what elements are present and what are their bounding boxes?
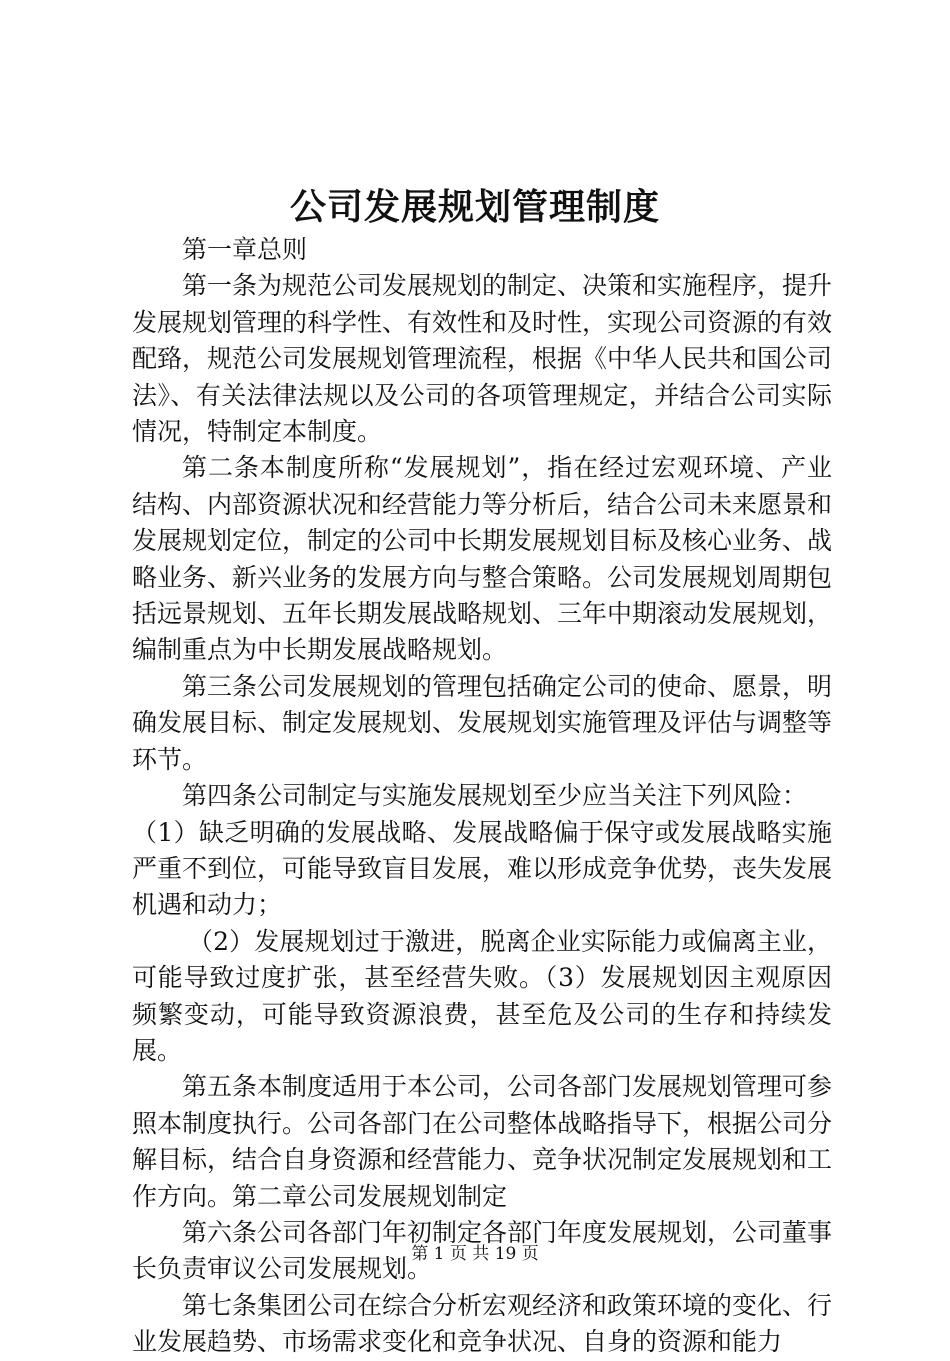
chapter-heading: 第一章总则	[182, 235, 308, 264]
risk-list-item: （2）发展规划过于激进，脱离企业实际能力或偏离主业，可能导致过度扩张，甚至经营失败。（3）发展规划因主观原因频繁变动，可能导致资源浪费，甚至危及公司的生存和持续发展。	[132, 926, 832, 1065]
article-paragraph: 第二条本制度所称“发展规划”，指在经过宏观环境、产业结构、内部资源状况和经营能力等分析后，结合公司未来愿景和发展规划定位，制定的公司中长期发展规划目标及核心业务、战略业务、新兴业务的发展方向与整合策略。公司发展规划周期包括远景规划、五年长期发展战略规划、三年中期滚动发展规划，编制重点为中长期发展战略规划。	[132, 453, 833, 665]
document-body	[132, 232, 832, 1361]
article-paragraph: 第六条公司各部门年初制定各部门年度发展规划，公司董事长负责审议公司发展规划。	[132, 1217, 833, 1284]
risk-list-item: （1）缺乏明确的发展战略、发展战略偏于保守或发展战略实施严重不到位，可能导致盲目发展，难以形成竞争优势，丧失发展机遇和动力；	[132, 817, 833, 920]
article-paragraph: 第五条本制度适用于本公司，公司各部门发展规划管理可参照本制度执行。公司各部门在公司整体战略指导下，根据公司分解目标，结合自身资源和经营能力、竞争状况制定发展规划和工作方向。第二章公司发展规划制定	[132, 1072, 833, 1211]
document-title: 公司发展规划管理制度	[289, 186, 660, 228]
page-number: 第 1 页 共 19 页	[411, 1244, 539, 1264]
article-paragraph: 第一条为规范公司发展规划的制定、决策和实施程序，提升发展规划管理的科学性、有效性和及时性，实现公司资源的有效配臵，规范公司发展规划管理流程，根据《中华人民共和国公司法》、有关法律法规以及公司的各项管理规定，并结合公司实际情况，特制定本制度。	[132, 271, 833, 447]
article-paragraph: 第三条公司发展规划的管理包括确定公司的使命、愿景，明确发展目标、制定发展规划、发展规划实施管理及评估与调整等环节。	[132, 671, 833, 774]
article-paragraph: 第四条公司制定与实施发展规划至少应当关注下列风险：	[182, 781, 808, 811]
article-paragraph: 第七条集团公司在综合分析宏观经济和政策环境的变化、行业发展趋势、市场需求变化和竞争状况、自身的资源和能力	[132, 1290, 833, 1357]
